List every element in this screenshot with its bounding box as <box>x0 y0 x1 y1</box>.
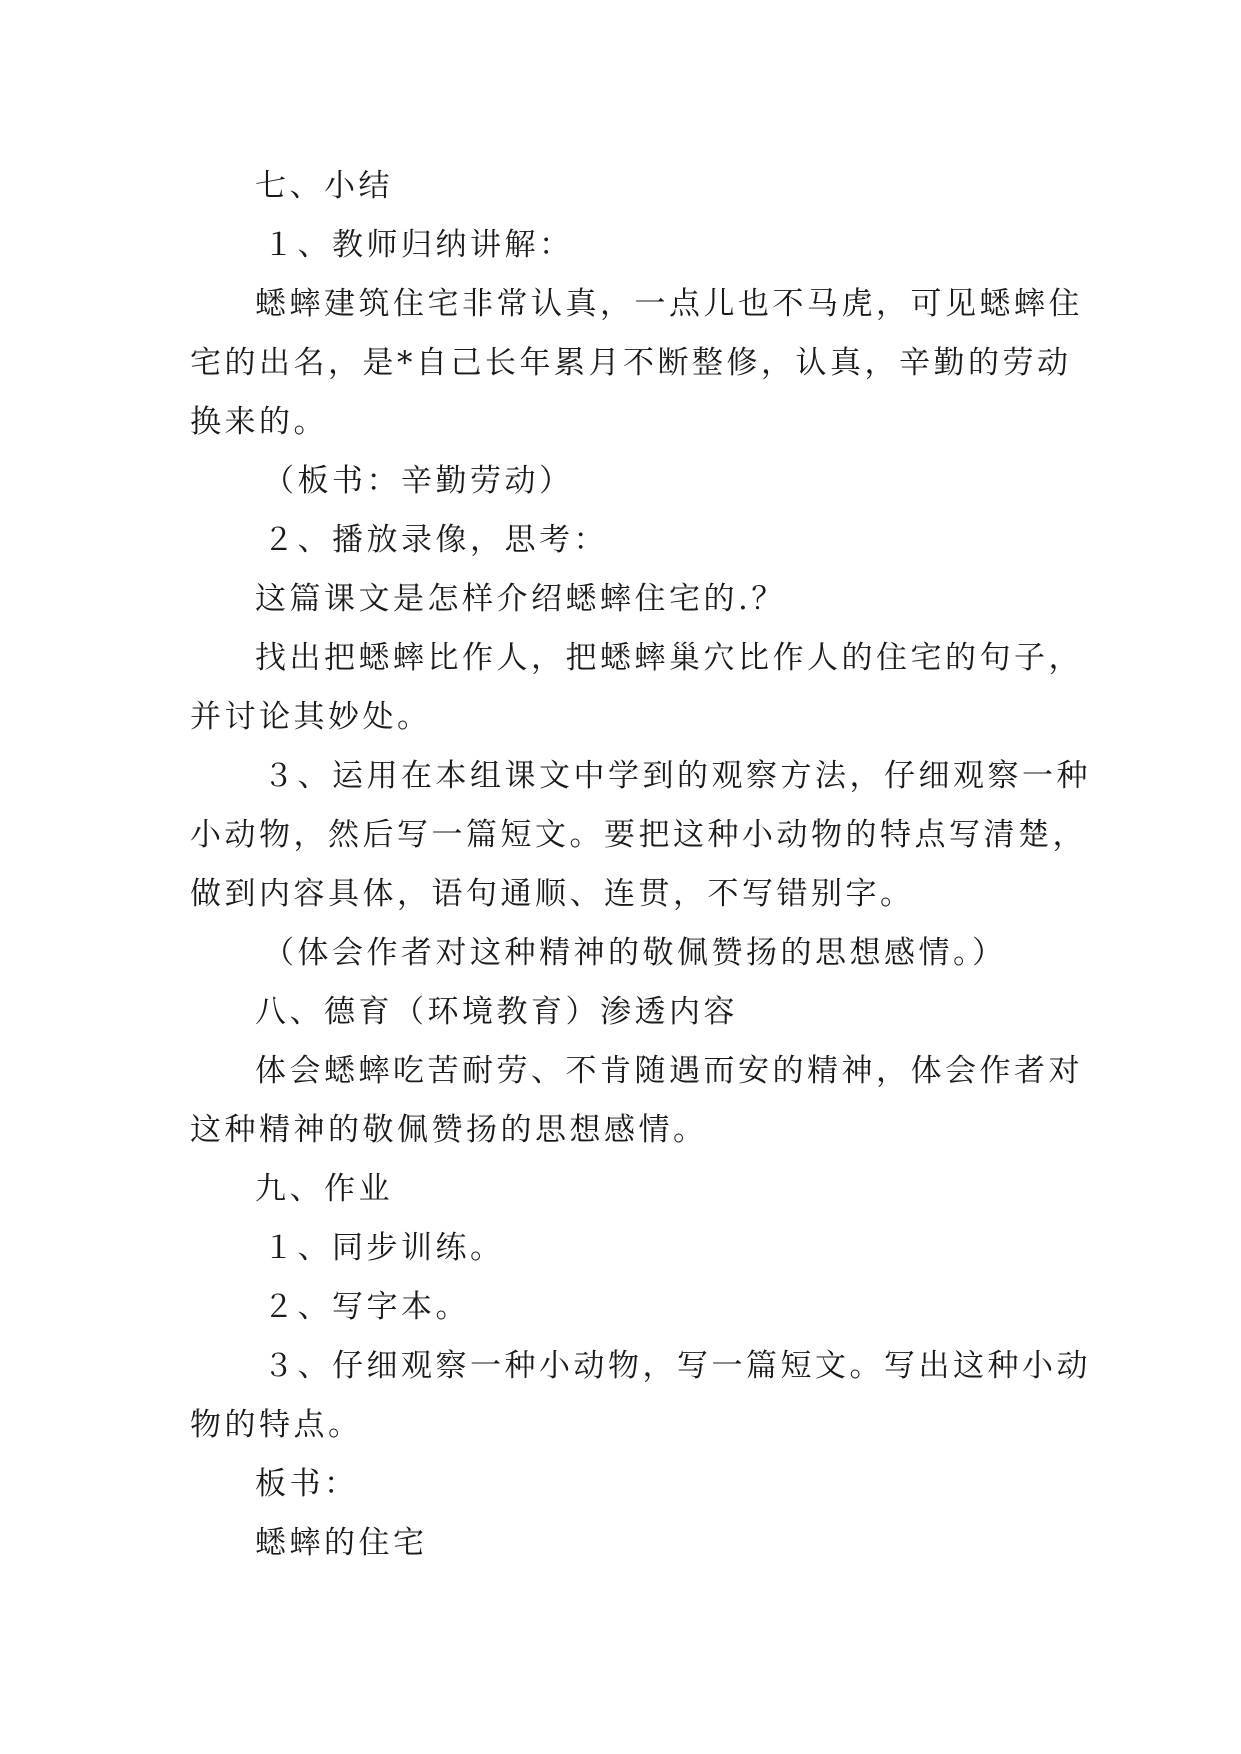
blackboard-note: （板书：辛勤劳动） <box>263 463 574 499</box>
paragraph-line: 做到内容具体，语句通顺、连贯，不写错别字。 <box>190 876 915 912</box>
list-item: １、同步训练。 <box>263 1230 505 1266</box>
list-item: ３、仔细观察一种小动物，写一篇短文。写出这种小动 <box>263 1348 1091 1384</box>
list-item: ２、写字本。 <box>263 1289 470 1325</box>
list-item: ３、运用在本组课文中学到的观察方法，仔细观察一种 <box>263 758 1091 794</box>
blackboard-heading: 板书： <box>255 1466 359 1502</box>
paragraph-line: 这种精神的敬佩赞扬的思想感情。 <box>190 1112 708 1148</box>
section-heading-homework: 九、作业 <box>255 1171 393 1207</box>
section-heading-summary: 七、小结 <box>255 168 393 204</box>
blackboard-title: 蟋蟀的住宅 <box>255 1525 428 1561</box>
paragraph-line: 宅的出名，是*自己长年累月不断整修，认真，辛勤的劳动 <box>190 345 1072 381</box>
list-item: １、教师归纳讲解： <box>263 227 574 263</box>
section-heading-moral-education: 八、德育（环境教育）渗透内容 <box>255 994 738 1030</box>
paragraph-line: 小动物，然后写一篇短文。要把这种小动物的特点写清楚， <box>190 817 1087 853</box>
paragraph-line: 找出把蟋蟀比作人，把蟋蟀巢穴比作人的住宅的句子， <box>255 640 1083 676</box>
paragraph-line: 物的特点。 <box>190 1407 363 1443</box>
paragraph-line: 并讨论其妙处。 <box>190 699 432 735</box>
paragraph-line: 体会蟋蟀吃苦耐劳、不肯随遇而安的精神，体会作者对 <box>255 1053 1083 1089</box>
paragraph-line: 蟋蟀建筑住宅非常认真，一点儿也不马虎，可见蟋蟀住 <box>255 286 1083 322</box>
paragraph-line: （体会作者对这种精神的敬佩赞扬的思想感情。） <box>263 935 1007 971</box>
paragraph-line: 换来的。 <box>190 404 328 440</box>
list-item: ２、播放录像，思考： <box>263 522 608 558</box>
paragraph-line: 这篇课文是怎样介绍蟋蟀住宅的.？ <box>255 581 786 617</box>
